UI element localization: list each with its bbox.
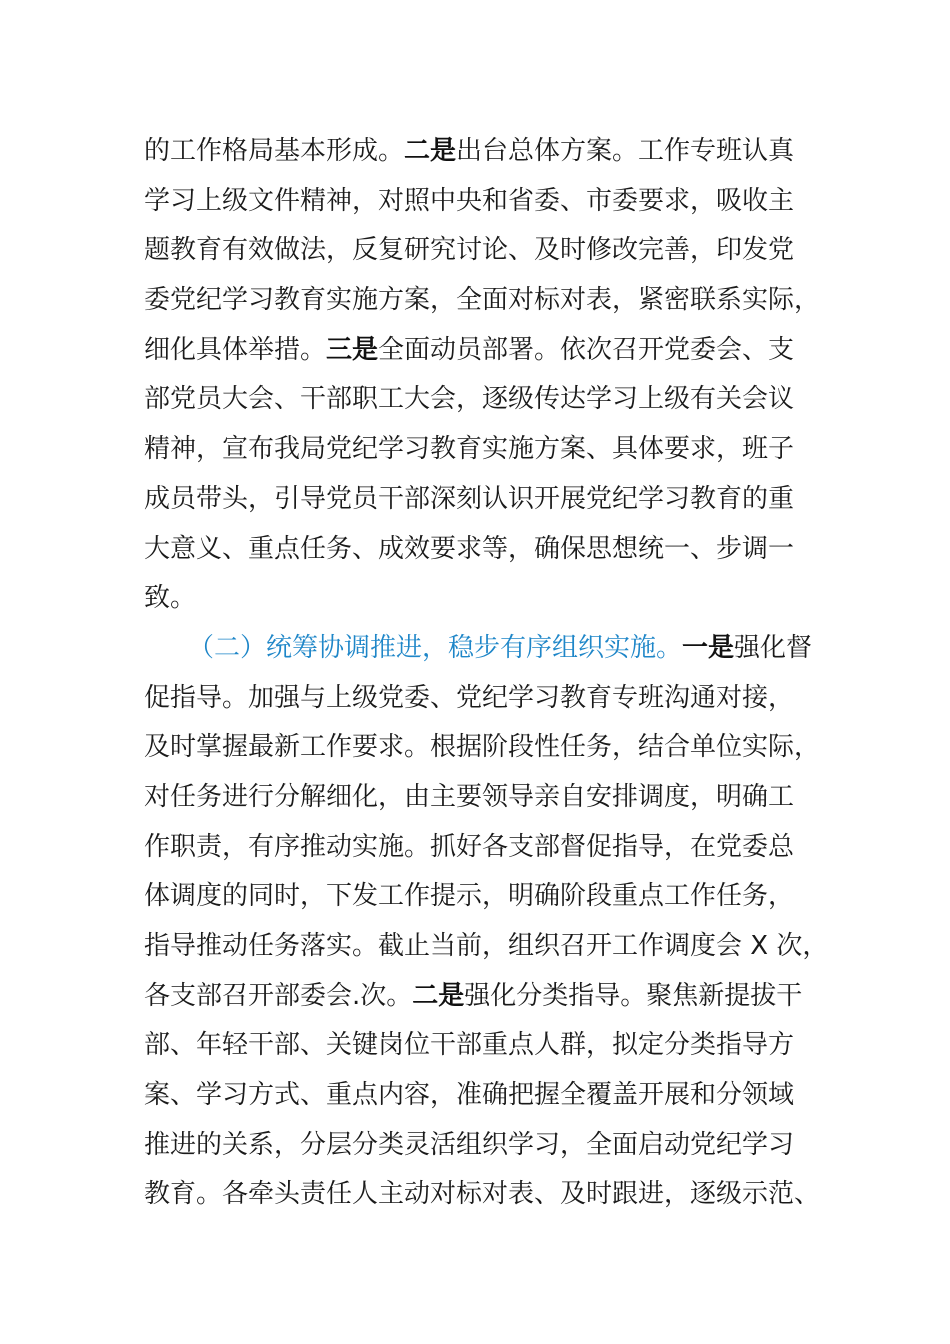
- bold-marker: 二是: [412, 980, 465, 1011]
- text-segment: 致。: [144, 583, 197, 614]
- text-line: [144, 1170, 821, 1220]
- text-line: [144, 574, 814, 624]
- text-line: [144, 375, 814, 425]
- text-line: [144, 922, 829, 972]
- text-segment: 促指导。加强与上级党委、党纪学习教育专班沟通对接，: [144, 682, 795, 713]
- text-segment: 全面动员部署。依次召开党委会、支: [378, 334, 795, 365]
- text-line: [144, 1121, 814, 1171]
- text-segment: 作职责，有序推动实施。抓好各支部督促指导，在党委总: [144, 831, 795, 862]
- text-segment: 大意义、重点任务、成效要求等，确保思想统一、步调一: [144, 533, 795, 564]
- document-body: [144, 127, 829, 1220]
- text-line: [144, 723, 821, 773]
- text-segment: 成员带头，引导党员干部深刻认识开展党纪学习教育的重: [144, 483, 795, 514]
- text-segment: 部、年轻干部、关键岗位干部重点人群，拟定分类指导方: [144, 1030, 795, 1061]
- text-segment: 委党纪学习教育实施方案，全面对标对表，紧密联系实际，: [144, 285, 821, 316]
- text-line: [144, 226, 814, 276]
- text-segment: 题教育有效做法，反复研究讨论、及时修改完善，印发党: [144, 235, 795, 266]
- text-line: [144, 475, 814, 525]
- text-segment: 对任务进行分解细化，由主要领导亲自安排调度，明确工: [144, 781, 795, 812]
- text-line: [144, 525, 814, 575]
- text-segment: 体调度的同时，下发工作提示，明确阶段重点工作任务，: [144, 881, 795, 912]
- text-line: [144, 872, 814, 922]
- section-heading: （二）统筹协调推进，稳步有序组织实施。: [188, 632, 683, 663]
- text-segment: 强化督: [734, 632, 813, 663]
- text-segment: 出台总体方案。工作专班认真: [456, 136, 795, 166]
- text-segment: 推进的关系，分层分类灵活组织学习，全面启动党纪学习: [144, 1129, 795, 1160]
- text-line: [144, 773, 814, 823]
- text-line: [144, 674, 814, 724]
- text-segment: 及时掌握最新工作要求。根据阶段性任务，结合单位实际，: [144, 732, 821, 763]
- text-segment: 案、学习方式、重点内容，准确把握全覆盖开展和分领域: [144, 1080, 795, 1111]
- text-line: [144, 326, 814, 376]
- text-segment: 学习上级文件精神，对照中央和省委、市委要求，吸收主: [144, 185, 795, 216]
- text-segment: 各支部召开部委会.次。: [144, 980, 413, 1011]
- bold-marker: 一是: [682, 632, 735, 663]
- text-segment: 部党员大会、干部职工大会，逐级传达学习上级有关会议: [144, 384, 795, 415]
- text-segment: 指导推动任务落实。截止当前，组织召开工作调度会 X 次，: [144, 931, 829, 961]
- text-segment: 强化分类指导。聚焦新提拔干: [464, 980, 803, 1011]
- text-segment: 教育。各牵头责任人主动对标对表、及时跟进，逐级示范、: [144, 1179, 821, 1210]
- text-line: [144, 823, 814, 873]
- text-line: [144, 1021, 814, 1071]
- text-segment: 细化具体举措。: [144, 334, 327, 365]
- text-segment: 精神，宣布我局党纪学习教育实施方案、具体要求，班子: [144, 434, 795, 465]
- text-line: [144, 177, 814, 227]
- text-line: [144, 127, 814, 177]
- text-line: [144, 972, 814, 1022]
- text-line: [144, 276, 821, 326]
- text-line: [144, 1071, 814, 1121]
- bold-marker: 二是: [404, 136, 457, 166]
- bold-marker: 三是: [326, 334, 379, 365]
- text-line: [144, 624, 814, 674]
- text-segment: 的工作格局基本形成。: [144, 136, 405, 166]
- text-line: [144, 425, 814, 475]
